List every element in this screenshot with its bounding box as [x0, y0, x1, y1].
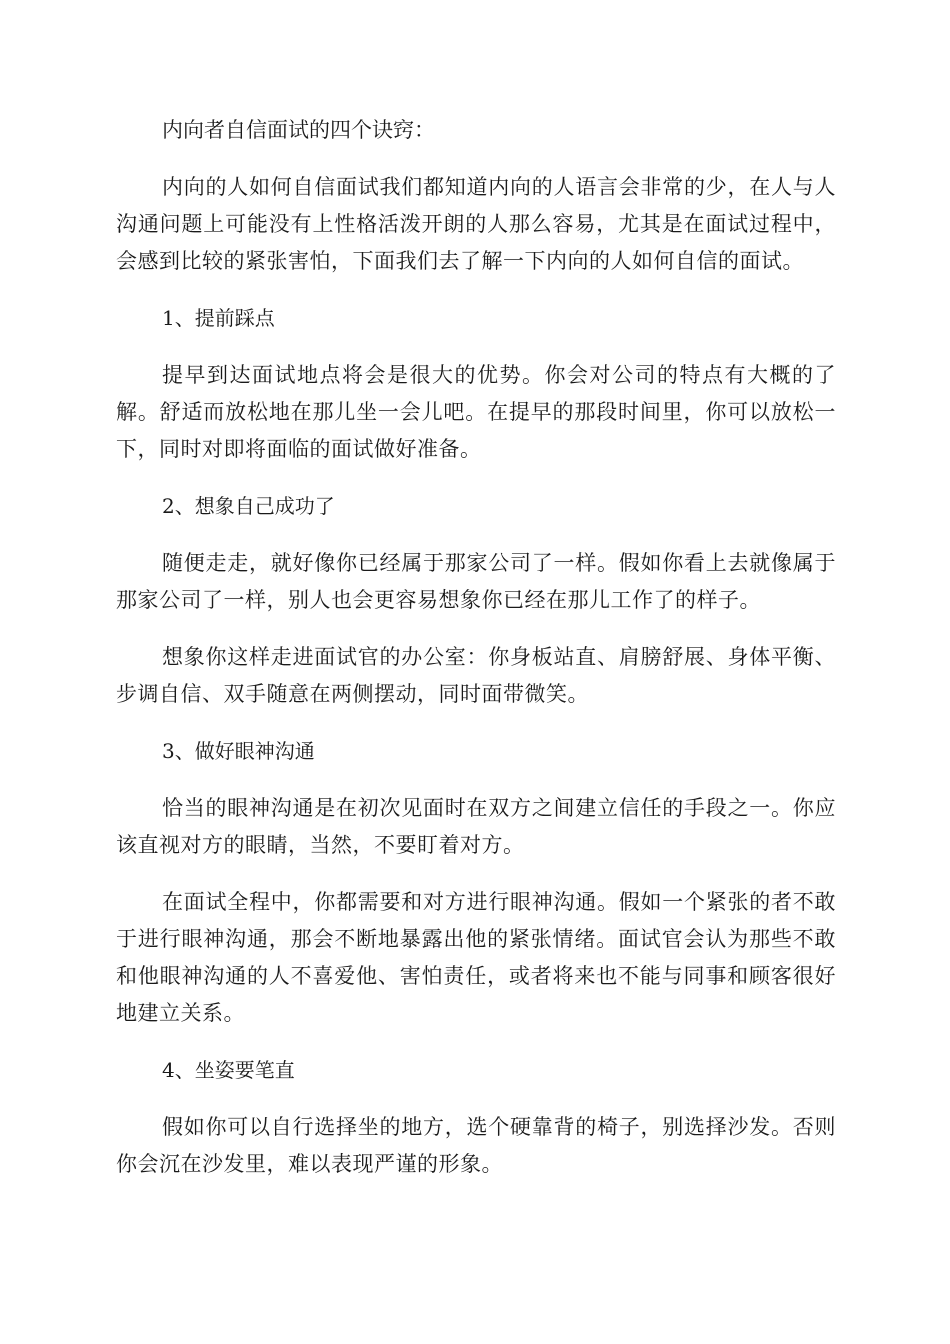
section-heading-1: 1、提前踩点	[162, 306, 275, 330]
section-2-paragraph-1: 随便走走，就好像你已经属于那家公司了一样。假如你看上去就像属于那家公司了一样，别人也会更容易想象你已经在那儿工作了的样子。	[116, 551, 836, 612]
section-3-paragraph-1: 恰当的眼神沟通是在初次见面时在双方之间建立信任的手段之一。你应该直视对方的眼睛，当然，不要盯着对方。	[116, 796, 836, 857]
section-2-paragraph-2: 想象你这样走进面试官的办公室：你身板站直、肩膀舒展、身体平衡、步调自信、双手随意在两侧摆动，同时面带微笑。	[116, 645, 836, 706]
section-heading-2: 2、想象自己成功了	[162, 494, 335, 518]
section-3-paragraph-2: 在面试全程中，你都需要和对方进行眼神沟通。假如一个紧张的者不敢于进行眼神沟通，那会不断地暴露出他的紧张情绪。面试官会认为那些不敢和他眼神沟通的人不喜爱他、害怕责任，或者将来也不能与同事和顾客很好地建立关系。	[116, 890, 836, 1025]
document-title: 内向者自信面试的四个诀窍：	[162, 118, 435, 142]
section-heading-3: 3、做好眼神沟通	[162, 739, 315, 763]
section-heading-4: 4、坐姿要笔直	[162, 1058, 295, 1082]
section-4-paragraph-1: 假如你可以自行选择坐的地方，选个硬靠背的椅子，别选择沙发。否则你会沉在沙发里，难以表现严谨的形象。	[116, 1115, 836, 1176]
document-body	[116, 112, 836, 1203]
section-1-paragraph-1: 提早到达面试地点将会是很大的优势。你会对公司的特点有大概的了解。舒适而放松地在那儿坐一会儿吧。在提早的那段时间里，你可以放松一下，同时对即将面临的面试做好准备。	[116, 363, 836, 461]
intro-paragraph: 内向的人如何自信面试我们都知道内向的人语言会非常的少，在人与人沟通问题上可能没有上性格活泼开朗的人那么容易，尤其是在面试过程中，会感到比较的紧张害怕，下面我们去了解一下内向的人如何自信的面试。	[116, 175, 836, 273]
